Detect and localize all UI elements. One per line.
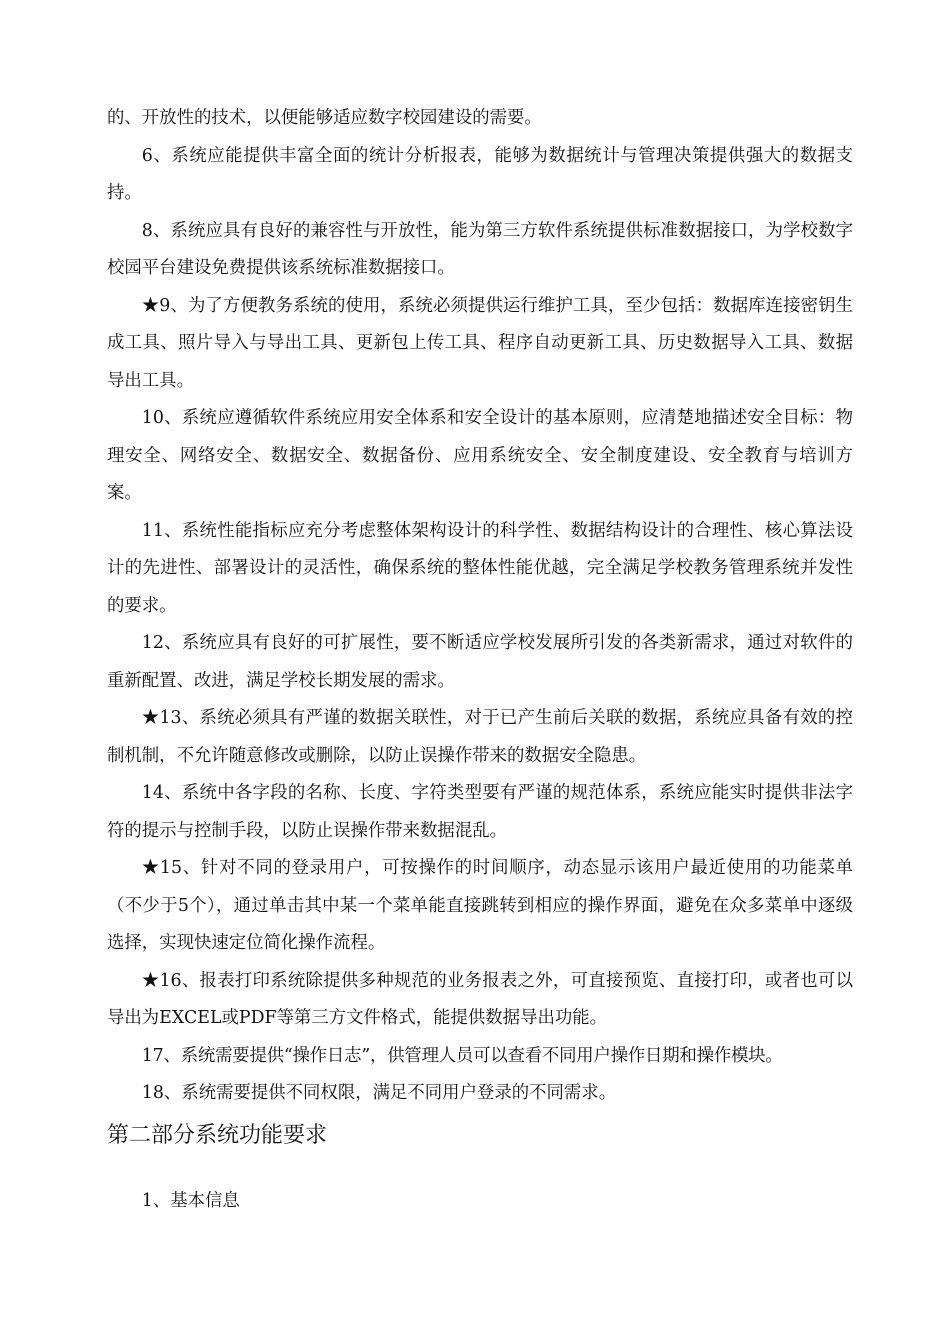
paragraph-item-18: 18、系统需要提供不同权限，满足不同用户登录的不同需求。 [141, 1083, 617, 1103]
section-heading: 第二部分系统功能要求 [107, 1122, 328, 1148]
paragraph-item-14: 14、系统中各字段的名称、长度、字符类型要有严谨的规范体系，系统应能实时提供非法字符的提示与控制手段，以防止误操作带来数据混乱。 [107, 783, 853, 841]
paragraph-item-6: 6、系统应能提供丰富全面的统计分析报表，能够为数据统计与管理决策提供强大的数据支持。 [107, 145, 853, 203]
paragraph-item-11: 11、系统性能指标应充分考虑整体架构设计的科学性、数据结构设计的合理性、核心算法设计的先进性、部署设计的灵活性，确保系统的整体性能优越，完全满足学校教务管理系统并发性的要求。 [107, 520, 853, 616]
paragraph-continuation: 的、开放性的技术，以便能够适应数字校园建设的需要。 [107, 108, 542, 128]
paragraph-item-15: ★15、针对不同的登录用户，可按操作的时间顺序，动态显示该用户最近使用的功能菜单（不少于5个），通过单击其中某一个菜单能直接跳转到相应的操作界面，避免在众多菜单中逐级选择，实现快速定位简化操作流程。 [107, 858, 853, 953]
document-body [107, 100, 853, 1220]
subsection-heading: 1、基本信息 [141, 1190, 240, 1211]
paragraph-item-8: 8、系统应具有良好的兼容性与开放性，能为第三方软件系统提供标准数据接口，为学校数字校园平台建设免费提供该系统标准数据接口。 [107, 220, 853, 278]
paragraph-item-9: ★9、为了方便教务系统的使用，系统必须提供运行维护工具，至少包括：数据库连接密钥生成工具、照片导入与导出工具、更新包上传工具、程序自动更新工具、历史数据导入工具、数据导出工具。 [107, 295, 853, 391]
paragraph-item-13: ★13、系统必须具有严谨的数据关联性，对于已产生前后关联的数据，系统应具备有效的控制机制，不允许随意修改或删除，以防止误操作带来的数据安全隐患。 [107, 708, 853, 766]
paragraph-item-17: 17、系统需要提供“操作日志”，供管理人员可以查看不同用户操作日期和操作模块。 [141, 1045, 783, 1066]
paragraph-item-10: 10、系统应遵循软件系统应用安全体系和安全设计的基本原则，应清楚地描述安全目标：物理安全、网络安全、数据安全、数据备份、应用系统安全、安全制度建设、安全教育与培训方案。 [107, 408, 853, 503]
paragraph-item-16: ★16、报表打印系统除提供多种规范的业务报表之外，可直接预览、直接打印，或者也可以导出为EXCEL或PDF等第三方文件格式，能提供数据导出功能。 [107, 970, 853, 1028]
paragraph-item-12: 12、系统应具有良好的可扩展性，要不断适应学校发展所引发的各类新需求，通过对软件的重新配置、改进，满足学校长期发展的需求。 [107, 633, 853, 691]
